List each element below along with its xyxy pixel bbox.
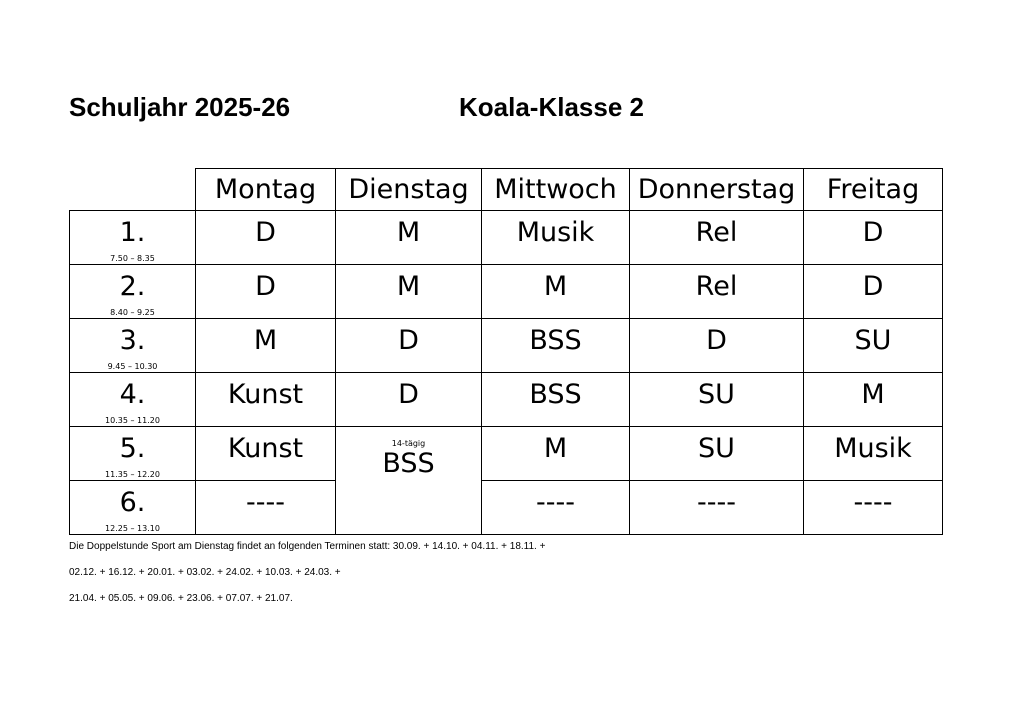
lesson-cell: M — [336, 265, 482, 319]
period-row-5 — [70, 427, 943, 481]
biweekly-note: 14-tägig — [391, 439, 426, 448]
lesson-cell: D — [804, 265, 943, 319]
lesson-cell: Musik — [804, 427, 943, 481]
lesson-cell: D — [336, 373, 482, 427]
day-header-monday: Montag — [196, 169, 336, 211]
lesson-cell: Kunst — [196, 373, 336, 427]
lesson-cell: Musik — [482, 211, 630, 265]
period-number: 1. — [119, 217, 146, 248]
period-label-4 — [70, 373, 196, 427]
corner-cell — [70, 169, 196, 211]
lesson-cell: SU — [630, 427, 804, 481]
period-label-1 — [70, 211, 196, 265]
lesson-cell: SU — [804, 319, 943, 373]
lesson-cell: M — [196, 319, 336, 373]
lesson-cell: M — [336, 211, 482, 265]
day-header-tuesday: Dienstag — [336, 169, 482, 211]
school-year-title: Schuljahr 2025-26 — [69, 92, 291, 122]
lesson-cell: BSS — [482, 319, 630, 373]
lesson-cell: D — [196, 211, 336, 265]
day-header-row — [70, 169, 943, 211]
period-row-2 — [70, 265, 943, 319]
lesson-cell: D — [196, 265, 336, 319]
lesson-cell: ---- — [196, 481, 336, 535]
period-label-2 — [70, 265, 196, 319]
lesson-cell: M — [804, 373, 943, 427]
biweekly-sport-cell — [336, 427, 482, 535]
period-time: 11.35 – 12.20 — [105, 470, 160, 479]
period-time: 10.35 – 11.20 — [105, 416, 160, 425]
period-row-1 — [70, 211, 943, 265]
lesson-cell: M — [482, 427, 630, 481]
lesson-cell: D — [804, 211, 943, 265]
footnote-line-3: 21.04. + 05.05. + 09.06. + 23.06. + 07.07. + 21.07. — [69, 593, 293, 604]
lesson-cell: M — [482, 265, 630, 319]
period-row-4 — [70, 373, 943, 427]
lesson-cell: Rel — [630, 265, 804, 319]
period-time: 9.45 – 10.30 — [107, 362, 158, 371]
period-time: 8.40 – 9.25 — [110, 308, 155, 317]
lesson-cell: Kunst — [196, 427, 336, 481]
class-name-title: Koala-Klasse 2 — [459, 92, 644, 122]
biweekly-subject: BSS — [382, 448, 435, 479]
day-header-wednesday: Mittwoch — [482, 169, 630, 211]
lesson-cell: ---- — [482, 481, 630, 535]
period-number: 6. — [119, 487, 146, 518]
period-label-6 — [70, 481, 196, 535]
timetable — [69, 168, 943, 535]
day-header-friday: Freitag — [804, 169, 943, 211]
lesson-cell: SU — [630, 373, 804, 427]
lesson-cell: BSS — [482, 373, 630, 427]
lesson-cell: ---- — [804, 481, 943, 535]
period-number: 5. — [119, 433, 146, 464]
lesson-cell: D — [336, 319, 482, 373]
period-row-3 — [70, 319, 943, 373]
day-header-thursday: Donnerstag — [630, 169, 804, 211]
lesson-cell: ---- — [630, 481, 804, 535]
lesson-cell: D — [630, 319, 804, 373]
period-label-5 — [70, 427, 196, 481]
period-number: 3. — [119, 325, 146, 356]
period-number: 2. — [119, 271, 146, 302]
period-time: 7.50 – 8.35 — [110, 254, 155, 263]
period-number: 4. — [119, 379, 146, 410]
period-row-6 — [70, 481, 943, 535]
footnote-line-2: 02.12. + 16.12. + 20.01. + 03.02. + 24.02. + 10.03. + 24.03. + — [69, 567, 341, 578]
period-label-3 — [70, 319, 196, 373]
footnote-line-1: Die Doppelstunde Sport am Dienstag findet an folgenden Terminen statt: 30.09. + 14.10. + 04.11. + 18.11. + — [69, 541, 546, 552]
lesson-cell: Rel — [630, 211, 804, 265]
period-time: 12.25 – 13.10 — [105, 524, 160, 533]
